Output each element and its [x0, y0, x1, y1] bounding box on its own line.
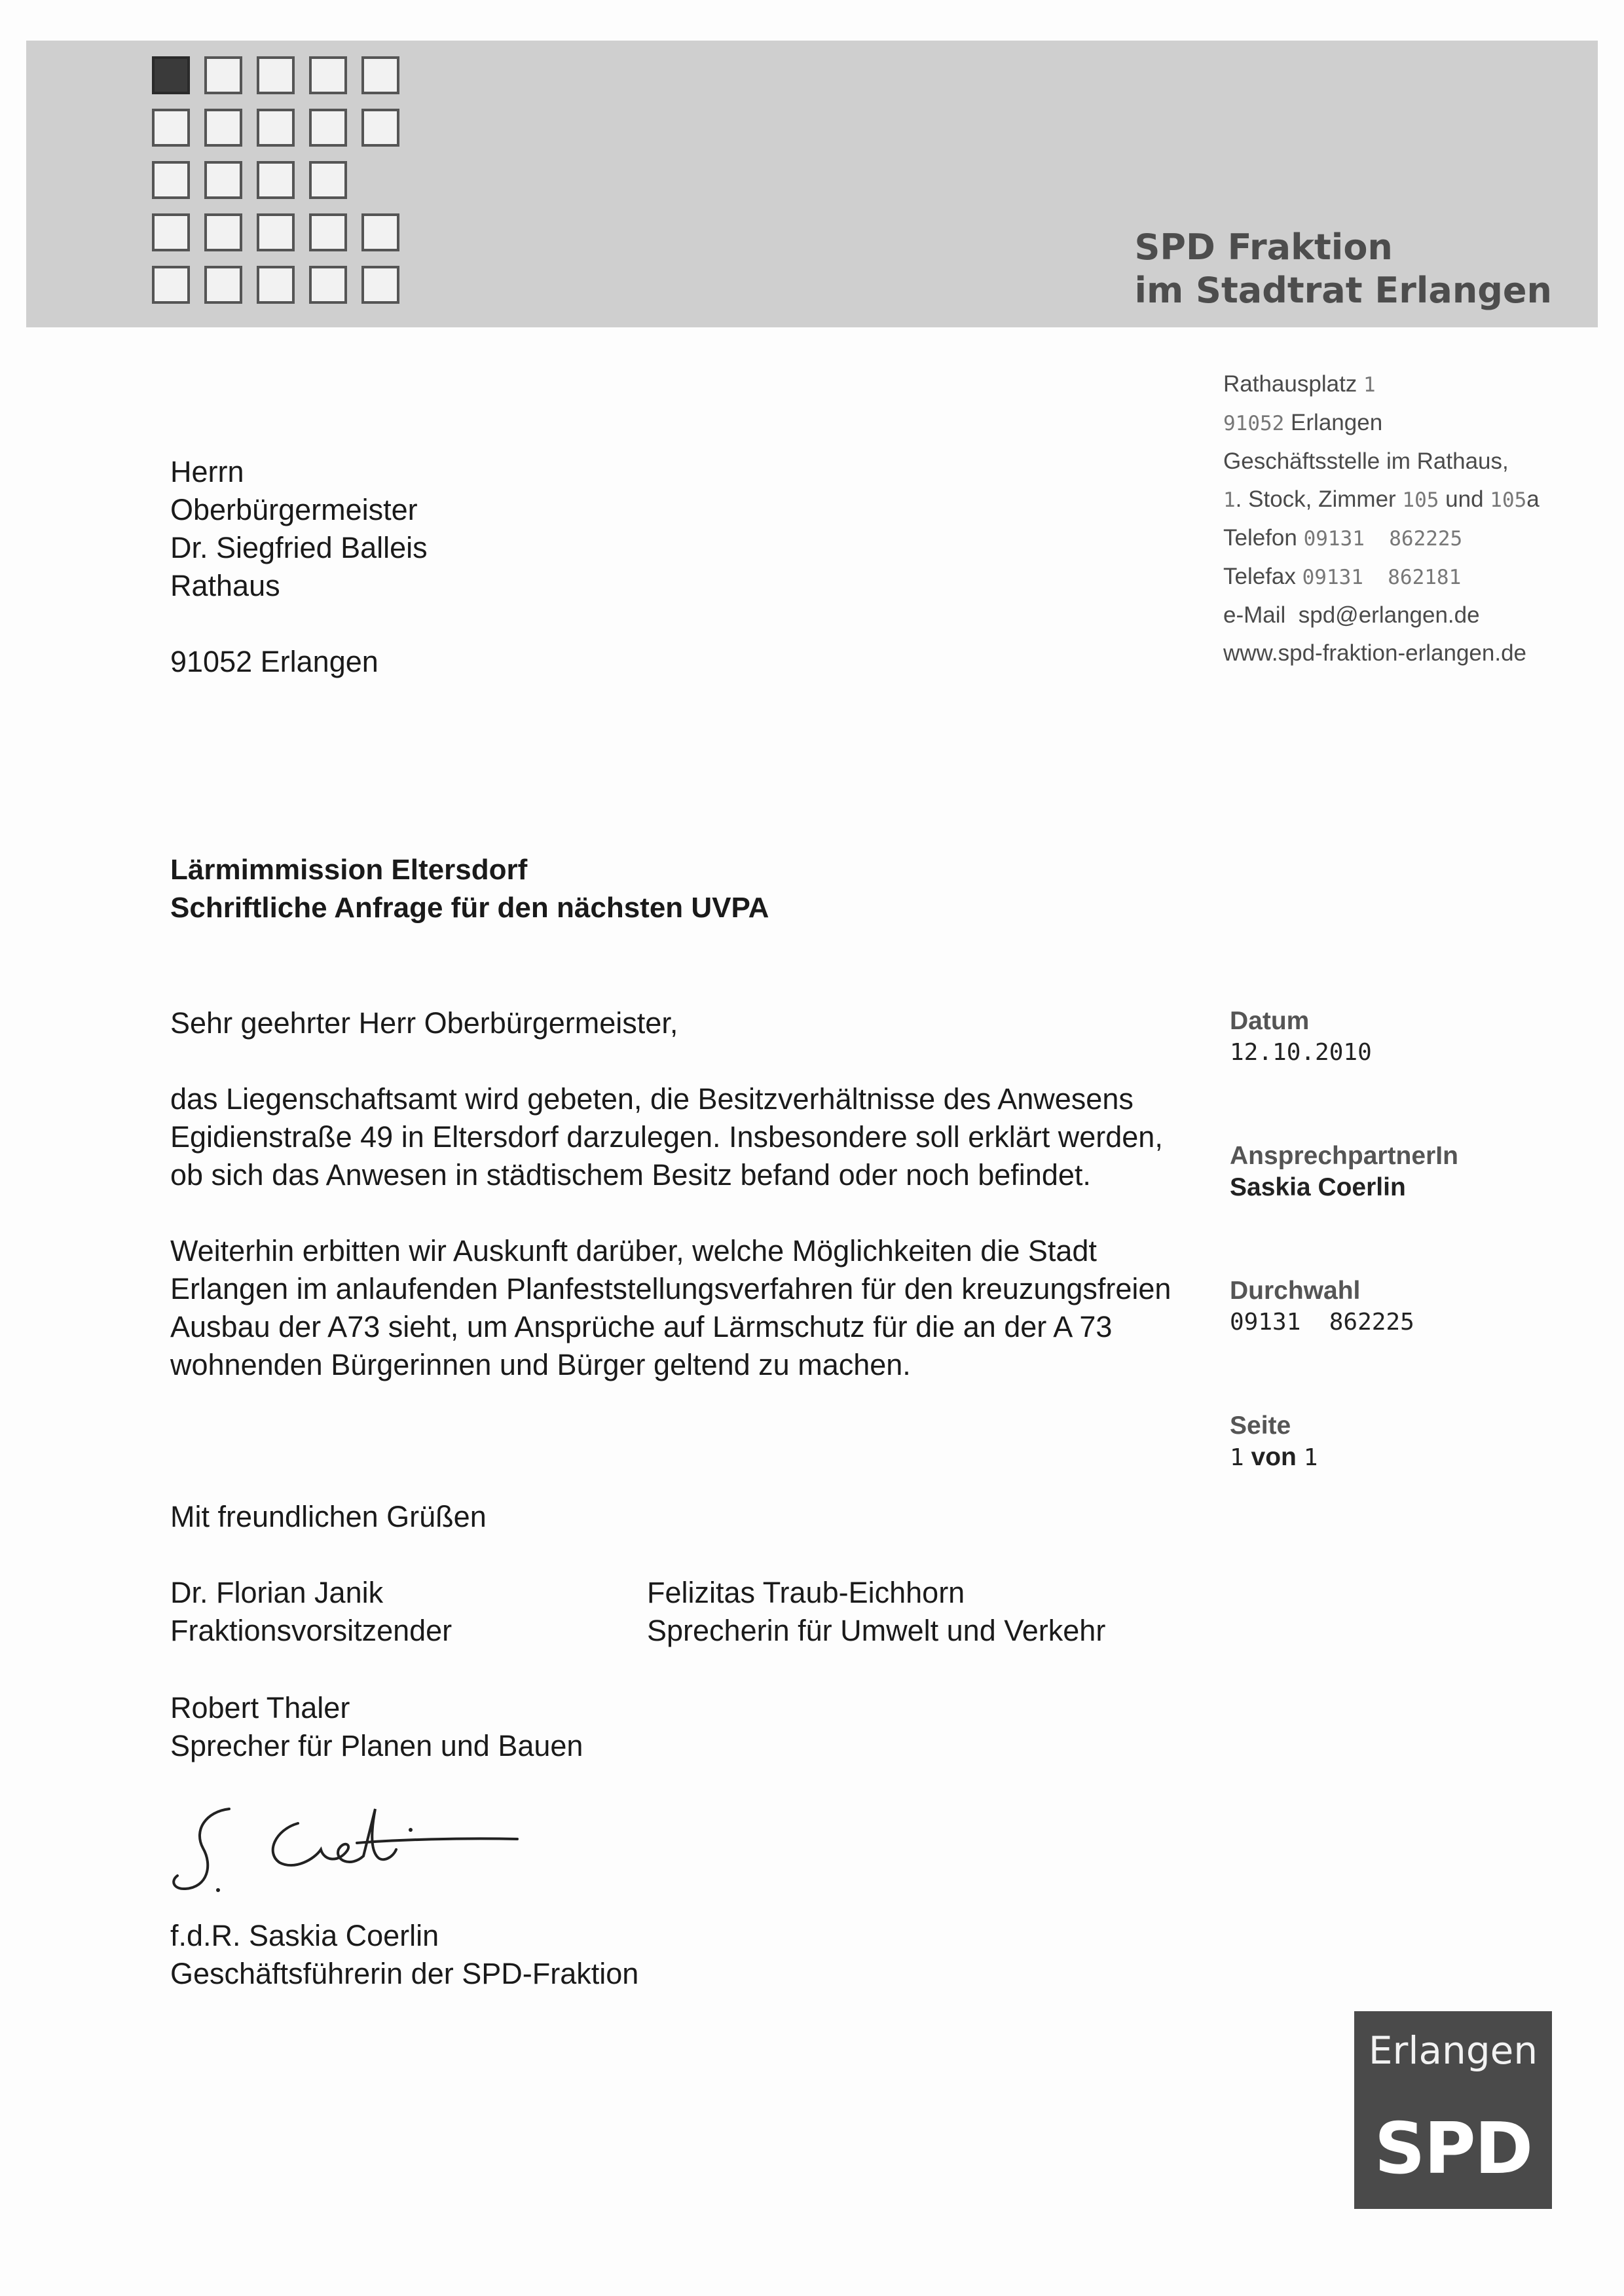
logo-square [309, 161, 347, 199]
sender-street-text: Rathausplatz [1223, 371, 1364, 397]
logo-square [257, 213, 295, 251]
logo-square [361, 56, 399, 94]
direct-dial-value: 09131 862225 [1230, 1309, 1414, 1336]
email-label: e-Mail [1223, 602, 1299, 628]
page-number: 1 [1230, 1444, 1244, 1471]
sender-zip: 91052 [1223, 412, 1285, 435]
contact-group [1230, 1140, 1458, 1203]
signer-name: Dr. Florian Janik [170, 1576, 384, 1609]
sender-room1: 105 [1402, 488, 1439, 512]
recipient-line: Rathaus [170, 569, 280, 602]
subject-line1: Lärmimmission Eltersdorf [170, 854, 528, 886]
logo-square [257, 266, 295, 304]
signer-name: Robert Thaler [170, 1691, 350, 1724]
letterhead-title-line2: im Stadtrat Erlangen [1134, 270, 1552, 311]
signer-role: Sprecher für Planen und Bauen [170, 1729, 583, 1762]
logo-square [309, 56, 347, 94]
sender-floor-and: und [1439, 486, 1490, 512]
salutation: Sehr geehrter Herr Oberbürgermeister, [170, 1006, 678, 1040]
logo-square [152, 56, 190, 94]
sender-phone [1223, 519, 1540, 558]
logo-party: SPD [1374, 2108, 1532, 2190]
date-value: 12.10.2010 [1230, 1039, 1372, 1066]
sender-street [1223, 365, 1540, 404]
sender-room2-suffix: a [1526, 486, 1540, 512]
sender-city [1223, 404, 1540, 443]
sender-website: www.spd-fraktion-erlangen.de [1223, 640, 1527, 666]
logo-square [204, 266, 242, 304]
logo-square [152, 161, 190, 199]
sender-address [1223, 365, 1540, 672]
body-paragraph: Weiterhin erbitten wir Auskunft darüber, welche Möglichkeiten die Stadt Erlangen im anlaufenden Planfeststellungsverfahren für den kreuzungsfreien Ausbau der A73 sieht, um Ansprüche auf Lärmschutz für die an der A 73 wohnenden Bürgerinnen und Bürger geltend zu machen. [170, 1234, 1172, 1381]
logo-square [257, 109, 295, 147]
recipient-line: Herrn [170, 455, 244, 488]
logo-square [152, 266, 190, 304]
phone-label: Telefon [1223, 525, 1304, 551]
signer-block [170, 1574, 452, 1650]
sender-room2: 105 [1490, 488, 1527, 512]
signer-name: f.d.R. Saskia Coerlin [170, 1919, 439, 1952]
closing-greeting: Mit freundlichen Grüßen [170, 1500, 487, 1533]
spd-grid-logo [152, 56, 404, 312]
logo-square [204, 161, 242, 199]
sender-street-number: 1 [1363, 373, 1376, 397]
logo-square [204, 109, 242, 147]
contact-label: AnsprechpartnerIn [1230, 1142, 1458, 1170]
sender-floor-text: . Stock, Zimmer [1235, 486, 1403, 512]
sender-office: Geschäftsstelle im Rathaus, [1223, 448, 1509, 474]
recipient-city: 91052 Erlangen [170, 645, 378, 678]
sender-city-name: Erlangen [1284, 410, 1383, 435]
logo-square [361, 266, 399, 304]
email-value: spd@erlangen.de [1298, 602, 1480, 628]
logo-city: Erlangen [1368, 2028, 1538, 2073]
signer-role: Fraktionsvorsitzender [170, 1614, 452, 1647]
sender-floor-number: 1 [1223, 488, 1236, 512]
recipient-address [170, 453, 428, 681]
logo-square [257, 56, 295, 94]
fax-label: Telefax [1223, 564, 1302, 589]
letter-meta-sidebar [1230, 1006, 1458, 1546]
page-of: von [1244, 1443, 1304, 1471]
signer-role: Geschäftsführerin der SPD-Fraktion [170, 1957, 639, 1990]
date-group [1230, 1006, 1458, 1068]
subject-line2: Schriftliche Anfrage für den nächsten UVPA [170, 892, 769, 924]
direct-dial-label: Durchwahl [1230, 1277, 1361, 1305]
sender-email [1223, 596, 1540, 634]
signer-name: Felizitas Traub-Eichhorn [647, 1576, 965, 1609]
logo-square [309, 213, 347, 251]
recipient-line: Dr. Siegfried Balleis [170, 531, 428, 564]
signer-block [170, 1917, 638, 1993]
direct-dial-group [1230, 1275, 1458, 1338]
sender-fax [1223, 558, 1540, 596]
body-paragraph: das Liegenschaftsamt wird gebeten, die Besitzverhältnisse des Anwesens Egidienstraße 49 in Eltersdorf darzulegen. Insbesondere soll erklärt werden, ob sich das Anwesen in städtischem Besitz befand oder noch befindet. [170, 1082, 1163, 1192]
handwritten-signature [167, 1797, 534, 1908]
letter-body [170, 1004, 1192, 1384]
logo-square [152, 213, 190, 251]
spd-erlangen-logo [1354, 2011, 1552, 2209]
recipient-line: Oberbürgermeister [170, 493, 418, 526]
page-label: Seite [1230, 1412, 1291, 1440]
page-value [1230, 1442, 1458, 1474]
letterhead-title [1134, 226, 1552, 312]
logo-square [204, 56, 242, 94]
phone-value: 09131 862225 [1303, 527, 1463, 551]
letter-subject [170, 851, 769, 927]
logo-square [204, 213, 242, 251]
logo-square [257, 161, 295, 199]
logo-square [309, 109, 347, 147]
page-group [1230, 1410, 1458, 1474]
letterhead-title-line1: SPD Fraktion [1134, 227, 1393, 268]
fax-value: 09131 862181 [1302, 566, 1462, 589]
logo-square [361, 109, 399, 147]
signer-role: Sprecherin für Umwelt und Verkehr [647, 1614, 1106, 1647]
signer-block [170, 1689, 583, 1765]
logo-square [309, 266, 347, 304]
page-total: 1 [1303, 1444, 1318, 1471]
signer-block [647, 1574, 1105, 1650]
date-label: Datum [1230, 1007, 1310, 1035]
sender-floor [1223, 481, 1540, 519]
logo-square [361, 213, 399, 251]
logo-square [152, 109, 190, 147]
contact-value: Saskia Coerlin [1230, 1173, 1406, 1201]
